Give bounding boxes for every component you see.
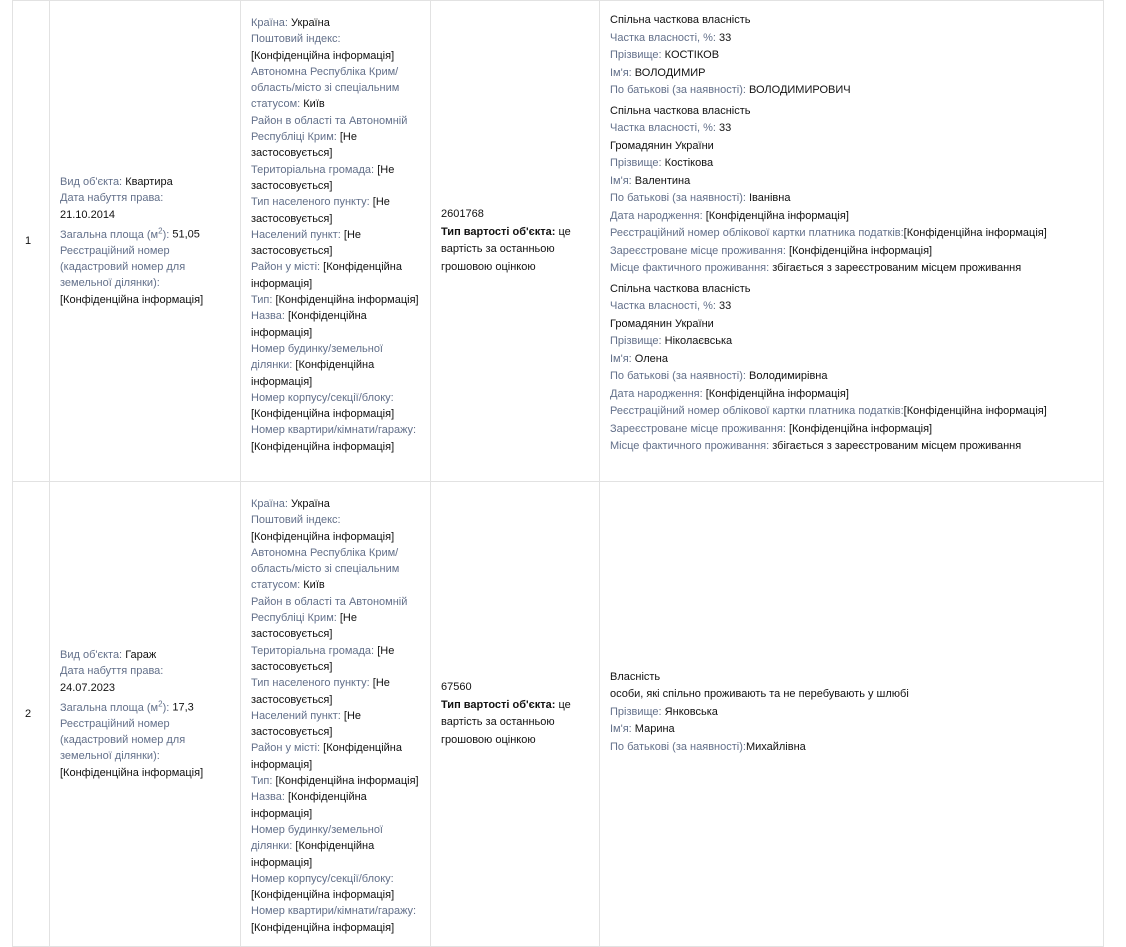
owner-field-label: Прізвище: xyxy=(610,49,662,61)
address-field-value: [Конфіденційна інформація] xyxy=(251,742,402,771)
owner-text: Власність xyxy=(610,670,661,683)
registration-number-label: Реєстраційний номер (кадастровий номер для земельної ділянки): xyxy=(60,244,186,290)
address-field-label: Номер квартири/кімнати/гаражу: xyxy=(251,424,417,437)
address-field-label: Номер корпусу/секції/блоку: xyxy=(251,872,394,885)
acquisition-date-value: 21.10.2014 xyxy=(60,208,116,221)
owner-field-label: Частка власності, %: xyxy=(610,31,716,44)
owner-field xyxy=(610,190,1093,208)
address-field-label: Територіальна громада: xyxy=(251,644,375,657)
owner-field-value: Олена xyxy=(634,352,668,365)
owners-list xyxy=(610,669,1093,757)
address-field-value: [Не застосовується] xyxy=(251,131,357,160)
owner-field-value: Марина xyxy=(634,723,675,736)
address-field-value: [Конфіденційна інформація] xyxy=(251,440,395,453)
owner-block xyxy=(610,669,1093,757)
address-field-label: Назва: xyxy=(251,310,285,323)
owner-field-value: ВОЛОДИМИРОВИЧ xyxy=(749,84,851,96)
address-field-value: [Конфіденційна інформація] xyxy=(251,840,375,869)
address-field-label: Поштовий індекс: xyxy=(251,514,341,527)
address-field-label: Населений пункт: xyxy=(251,228,341,241)
owner-field-value: ВОЛОДИМИР xyxy=(634,66,706,79)
owner-field-value: КОСТІКОВ xyxy=(664,49,720,61)
address-field-label: Країна: xyxy=(251,17,288,29)
real-estate-table xyxy=(12,0,1104,947)
owner-field-value: збігається з зареєстрованим місцем проживання xyxy=(772,262,1022,274)
address-field-label: Назва: xyxy=(251,791,285,804)
owner-field xyxy=(610,208,1093,226)
owner-field xyxy=(610,368,1093,386)
owner-field xyxy=(610,173,1093,191)
owner-field-value: Костікова xyxy=(664,157,714,169)
owner-field-value: Володимирівна xyxy=(749,370,828,382)
address-field xyxy=(251,227,420,260)
table-row xyxy=(13,482,1104,947)
object-type: Вид об'єкта: Гараж xyxy=(60,648,157,661)
owner-field xyxy=(610,120,1093,138)
address-field-label: Тип населеного пункту: xyxy=(251,677,370,690)
address-field xyxy=(251,390,420,423)
address-field-value: Україна xyxy=(291,17,330,29)
owners-cell xyxy=(600,1,1104,482)
owner-field-label: По батькові (за наявності): xyxy=(610,370,746,382)
valuation-cell xyxy=(431,482,600,947)
address-field xyxy=(251,545,420,594)
address-field-label: Автономна Республіка Крим/ область/місто зі спеціальним статусом: xyxy=(251,65,400,111)
address-field-value: [Не застосовується] xyxy=(251,163,395,192)
owner-field xyxy=(610,386,1093,404)
owner-field-label: Ім'я: xyxy=(610,352,632,365)
address-field xyxy=(251,594,420,643)
owner-field xyxy=(610,155,1093,173)
owner-field-value: Ніколаєвська xyxy=(664,335,733,347)
valuation-amount: 2601768 xyxy=(441,207,484,220)
address-field xyxy=(251,496,420,512)
owner-field-value: Михайлівна xyxy=(745,740,806,753)
address-field-label: Тип населеного пункту: xyxy=(251,196,370,209)
address-field xyxy=(251,64,420,113)
address-field-label: Район у місті: xyxy=(251,261,321,274)
owner-field xyxy=(610,421,1093,439)
owner-field-label: Ім'я: xyxy=(610,723,632,736)
owner-text: Спільна часткова власність xyxy=(610,282,751,295)
owner-field-label: Дата народження: xyxy=(610,387,703,400)
address-field xyxy=(251,675,420,708)
owner-field xyxy=(610,721,1093,739)
object-cell xyxy=(50,1,241,482)
owner-text: Спільна часткова власність xyxy=(610,14,751,26)
acquisition-date-value: 24.07.2023 xyxy=(60,681,116,694)
address-field xyxy=(251,31,420,64)
address-field xyxy=(251,822,420,871)
address-field-label: Країна: xyxy=(251,498,288,510)
address-field-label: Район в області та Автономній Республіці Крим: xyxy=(251,114,408,144)
owner-field-value: [Конфіденційна інформація] xyxy=(705,387,849,400)
address-field-value: [Конфіденційна інформація] xyxy=(275,775,419,788)
address-field-label: Населений пункт: xyxy=(251,709,341,722)
owner-field xyxy=(610,298,1093,316)
owner-block xyxy=(610,281,1093,456)
address-field xyxy=(251,113,420,162)
owner-field-label: Прізвище: xyxy=(610,705,662,718)
address-field-value: [Не застосовується] xyxy=(251,709,362,739)
address-field xyxy=(251,773,420,789)
owners-list xyxy=(610,12,1093,456)
address-field-value: [Не застосовується] xyxy=(251,677,390,706)
owner-text: Громадянин України xyxy=(610,139,714,152)
address-field xyxy=(251,308,420,341)
address-list xyxy=(251,15,420,455)
owners-cell xyxy=(600,482,1104,947)
owner-text: Громадянин України xyxy=(610,317,714,330)
owner-field-value: [Конфіденційна інформація] xyxy=(903,405,1047,417)
owner-field xyxy=(610,739,1093,757)
owner-field-label: Місце фактичного проживання: xyxy=(610,262,770,274)
owner-field-label: Частка власності, %: xyxy=(610,300,716,312)
owner-text: особи, які спільно проживають та не перебувають у шлюбі xyxy=(610,688,909,701)
address-field xyxy=(251,871,420,904)
address-field xyxy=(251,740,420,773)
address-cell xyxy=(241,1,431,482)
row-number: 1 xyxy=(13,1,50,482)
valuation-type: Тип вартості об'єкта: це вартість за останньою грошовою оцінкою xyxy=(441,698,571,746)
owner-field-label: По батькові (за наявності): xyxy=(610,740,746,753)
address-field-value: [Не застосовується] xyxy=(251,612,357,641)
address-field-value: [Конфіденційна інформація] xyxy=(251,530,395,543)
owner-field xyxy=(610,438,1093,456)
owner-field xyxy=(610,82,1093,100)
owner-field-label: Ім'я: xyxy=(610,174,632,187)
owner-field xyxy=(610,47,1093,65)
owner-field-value: 33 xyxy=(719,31,732,44)
address-field-value: [Конфіденційна інформація] xyxy=(251,791,367,820)
object-cell xyxy=(50,482,241,947)
address-field-value: [Конфіденційна інформація] xyxy=(251,49,395,62)
owner-field xyxy=(610,65,1093,83)
owner-field-value: [Конфіденційна інформація] xyxy=(788,244,933,257)
address-field-value: [Конфіденційна інформація] xyxy=(251,889,395,902)
address-field-label: Територіальна громада: xyxy=(251,163,375,176)
address-cell xyxy=(241,482,431,947)
owner-field-label: По батькові (за наявності): xyxy=(610,192,746,204)
address-field-value: [Конфіденційна інформація] xyxy=(251,310,367,339)
address-field xyxy=(251,708,420,741)
address-field-value: Київ xyxy=(303,98,325,111)
owner-field-value: Янковська xyxy=(664,705,718,718)
owner-field xyxy=(610,260,1093,278)
owner-field xyxy=(610,243,1093,261)
owner-field-label: Зареєстроване місце проживання: xyxy=(610,422,786,435)
registration-number-value: [Конфіденційна інформація] xyxy=(60,293,204,306)
address-field-label: Автономна Республіка Крим/ область/місто зі спеціальним статусом: xyxy=(251,546,400,592)
owner-field-value: 33 xyxy=(719,300,732,312)
address-field-value: Україна xyxy=(291,498,330,510)
address-field xyxy=(251,512,420,545)
address-field-label: Номер будинку/земельної ділянки: xyxy=(251,342,383,372)
address-field-label: Поштовий індекс: xyxy=(251,33,341,46)
owner-field xyxy=(610,704,1093,722)
address-field xyxy=(251,643,420,676)
address-field-value: [Конфіденційна інформація] xyxy=(251,408,395,421)
address-field-label: Тип: xyxy=(251,775,273,788)
address-field-label: Район в області та Автономній Республіці Крим: xyxy=(251,595,408,625)
row-number: 2 xyxy=(13,482,50,947)
owner-text: Спільна часткова власність xyxy=(610,104,751,117)
address-list xyxy=(251,496,420,936)
address-field-label: Номер будинку/земельної ділянки: xyxy=(251,823,383,853)
registration-number-label: Реєстраційний номер (кадастровий номер для земельної ділянки): xyxy=(60,717,186,763)
owner-field-value: збігається з зареєстрованим місцем проживання xyxy=(772,440,1022,452)
total-area: Загальна площа $(м^2)$: 51,05 xyxy=(60,225,200,241)
address-field xyxy=(251,292,420,308)
owner-field xyxy=(610,225,1093,243)
table-row xyxy=(13,1,1104,482)
owner-field-value: Валентина xyxy=(634,174,691,187)
owner-field-label: Ім'я: xyxy=(610,66,632,79)
owner-field-label: Місце фактичного проживання: xyxy=(610,440,770,452)
address-field xyxy=(251,422,420,455)
object-type: Вид об'єкта: Квартира xyxy=(60,175,173,188)
address-field xyxy=(251,194,420,227)
address-field xyxy=(251,259,420,292)
owner-field-value: [Конфіденційна інформація] xyxy=(705,209,849,222)
address-field-value: [Не застосовується] xyxy=(251,228,362,258)
address-field xyxy=(251,789,420,822)
total-area: Загальна площа $(м^2)$: 17,3 xyxy=(60,698,194,714)
address-field-value: [Не застосовується] xyxy=(251,644,395,673)
address-field-value: [Конфіденційна інформація] xyxy=(251,359,375,388)
owner-block xyxy=(610,12,1093,100)
address-field-label: Номер корпусу/секції/блоку: xyxy=(251,391,394,404)
owner-field-label: По батькові (за наявності): xyxy=(610,84,746,96)
address-field xyxy=(251,162,420,195)
valuation-type: Тип вартості об'єкта: це вартість за останньою грошовою оцінкою xyxy=(441,225,571,273)
owner-field xyxy=(610,30,1093,48)
owner-field-value: Іванівна xyxy=(749,192,791,204)
owner-field-value: 33 xyxy=(719,122,732,134)
registration-number-value: [Конфіденційна інформація] xyxy=(60,766,204,779)
acquisition-date-label: Дата набуття права: xyxy=(60,192,164,205)
address-field-value: [Не застосовується] xyxy=(251,196,390,225)
address-field-label: Район у місті: xyxy=(251,742,321,755)
valuation-amount: 67560 xyxy=(441,680,472,693)
address-field xyxy=(251,341,420,390)
owner-block xyxy=(610,103,1093,278)
owner-field-label: Реєстраційний номер облікової картки платника податків: xyxy=(610,405,904,417)
owner-field xyxy=(610,333,1093,351)
address-field xyxy=(251,903,420,936)
owner-field-label: Прізвище: xyxy=(610,157,662,169)
address-field-value: [Конфіденційна інформація] xyxy=(251,261,402,290)
owner-field-label: Частка власності, %: xyxy=(610,122,716,134)
owner-field-label: Реєстраційний номер облікової картки платника податків: xyxy=(610,227,904,239)
owner-field-label: Прізвище: xyxy=(610,335,662,347)
address-field-label: Тип: xyxy=(251,294,273,307)
owner-field-value: [Конфіденційна інформація] xyxy=(788,422,933,435)
owner-field xyxy=(610,403,1093,421)
valuation-cell xyxy=(431,1,600,482)
owner-field-value: [Конфіденційна інформація] xyxy=(903,227,1047,239)
owner-field xyxy=(610,351,1093,369)
acquisition-date-label: Дата набуття права: xyxy=(60,665,164,678)
address-field xyxy=(251,15,420,31)
owner-field-label: Зареєстроване місце проживання: xyxy=(610,244,786,257)
address-field-value: [Конфіденційна інформація] xyxy=(275,294,419,307)
owner-field-label: Дата народження: xyxy=(610,209,703,222)
address-field-value: [Конфіденційна інформація] xyxy=(251,921,395,934)
address-field-label: Номер квартири/кімнати/гаражу: xyxy=(251,905,417,918)
address-field-value: Київ xyxy=(303,579,325,592)
